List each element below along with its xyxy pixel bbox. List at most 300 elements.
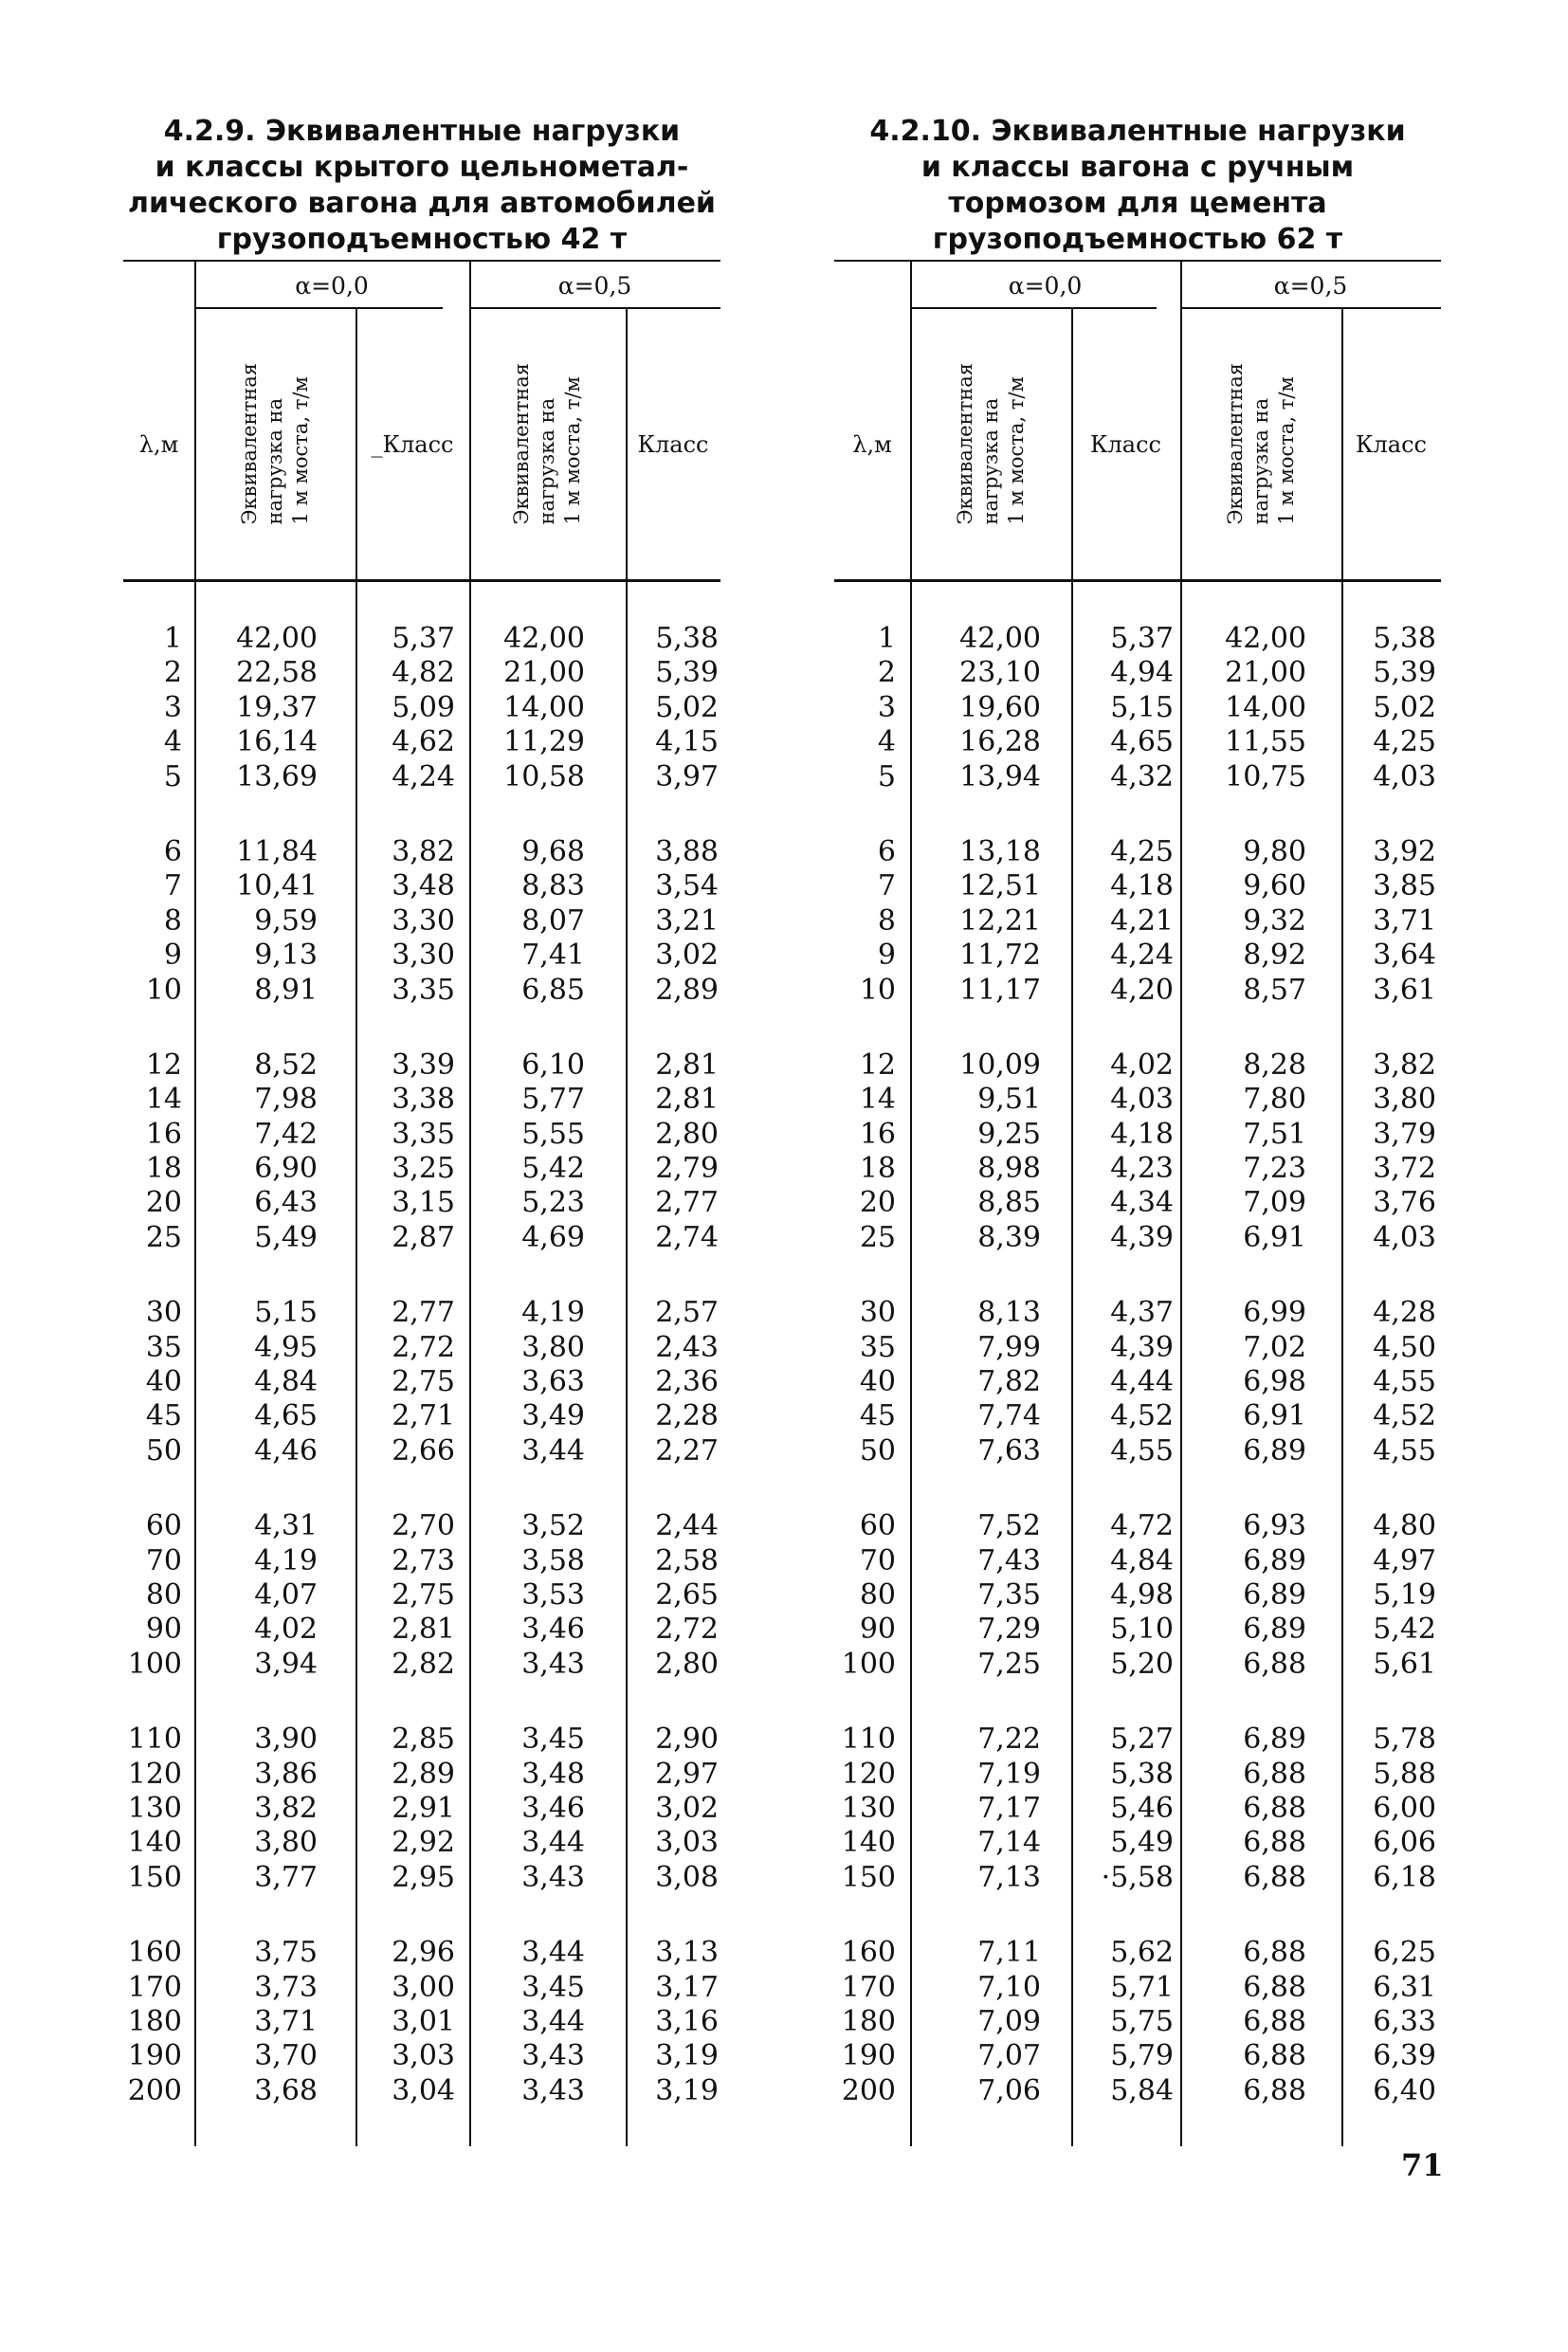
table-cell: 5,15 [1110,690,1174,724]
table-cell: 6,89 [1243,1543,1306,1577]
page-number: 71 [1401,2147,1444,2183]
table-cell: 3,38 [392,1083,455,1117]
table-cell: 4,02 [254,1613,318,1647]
table-cell: 2,97 [655,1757,719,1791]
table-cell: 5,42 [521,1152,585,1186]
table-cell: 3,80 [521,1330,585,1364]
header-line: Эквивалентная [237,363,261,525]
table-cell: 5 [877,759,896,793]
table-cell: 2 [877,656,896,690]
table-cell: 3,82 [1373,1048,1436,1082]
table-cell: 4,95 [254,1330,318,1364]
row-group [356,1723,455,1895]
table-cell: 4,84 [254,1365,318,1399]
table-cell: 13,18 [959,834,1041,868]
table-cell: 7,02 [1243,1330,1306,1364]
table-cell: 6,89 [1243,1433,1306,1468]
row-group [1180,1723,1306,1895]
table-cell: 14,00 [503,690,585,724]
alpha-0-header: α=0,0 [1008,272,1083,300]
table-cell: 70 [145,1543,182,1577]
class-header-a05: Класс [1355,430,1427,458]
class-a05-column [626,622,719,2149]
row-group [626,1048,719,1255]
table-cell: 6,90 [254,1152,318,1186]
table-cell: 5,37 [1110,622,1174,655]
table-cell: 5,38 [655,622,719,655]
header-line: 1 м моста, т/м [1004,376,1028,525]
table-cell: 4,31 [254,1509,318,1543]
table-cell: 8,85 [977,1186,1041,1220]
table-cell: 22,58 [236,656,318,690]
table-cell: 10,41 [236,869,318,903]
alpha-0-header: α=0,0 [295,272,369,300]
table-cell: 4 [163,725,182,759]
table-cell: 5,79 [1110,2039,1174,2073]
table-cell: 42,00 [503,622,585,655]
table-cell: 3,30 [392,939,455,973]
table-cell: 20 [145,1186,182,1220]
row-group [834,1509,896,1682]
table-cell: 3,97 [655,759,719,793]
table-cell: 10,09 [959,1048,1041,1082]
table-cell: 4,97 [1373,1543,1436,1577]
table-cell: 2,79 [655,1152,719,1186]
row-group [356,835,455,1008]
title-line: 4.2.9. Эквивалентные нагрузки [163,115,681,148]
table-cell: 170 [127,1970,182,2004]
row-group [834,1048,896,1255]
table-cell: 6,91 [1243,1399,1306,1433]
table-cell: 2,65 [655,1577,719,1612]
table-cell: 7,22 [977,1723,1041,1757]
table-cell: 3,44 [521,1936,585,1970]
table-cell: 2 [163,656,182,690]
load-a05-column [1180,622,1306,2149]
table-cell: 4,80 [1373,1509,1436,1543]
row-group [1341,1936,1436,2108]
table-cell: 3,52 [521,1509,585,1543]
table-cell: 90 [145,1613,182,1647]
class-header-a05: Класс [637,430,709,458]
row-group [910,1296,1041,1468]
table-cell: 4,82 [392,656,455,690]
row-group [1180,1048,1306,1255]
table-cell: 7,25 [977,1647,1041,1681]
table-cell: 12 [145,1048,182,1082]
table-cell: 9 [163,939,182,973]
table-cell: 4,25 [1373,725,1436,759]
table-cell: 5,49 [1110,1826,1174,1860]
table-cell: 5,20 [1110,1647,1174,1681]
table-cell: 9,59 [254,903,318,938]
table-cell: 4,28 [1373,1296,1436,1330]
table-cell: 11,55 [1225,725,1306,759]
table-cell: 2,73 [392,1543,455,1577]
table-cell: 2,77 [655,1186,719,1220]
row-group [194,1723,318,1895]
table-cell: 2,58 [655,1543,719,1577]
table-cell: 4,55 [1373,1365,1436,1399]
table-cell: 5,88 [1373,1757,1436,1791]
table-title [123,114,720,260]
table-cell: 4,72 [1110,1509,1174,1543]
row-group [469,1296,585,1468]
table-cell: 180 [841,2004,896,2038]
table-cell: 25 [859,1220,896,1254]
table-cell: 3,46 [521,1791,585,1825]
row-group [469,1048,585,1255]
row-group [356,1509,455,1682]
table-cell: 23,10 [959,656,1041,690]
row-group [123,1723,182,1895]
table-cell: 7,06 [977,2073,1041,2107]
table-cell: 2,57 [655,1296,719,1330]
table-cell: 4,25 [1110,834,1174,868]
table-cell: 7,35 [977,1577,1041,1612]
table-cell: 12 [859,1048,896,1082]
table-cell: 7,51 [1243,1117,1306,1151]
table-cell: 11,84 [236,834,318,868]
row-group [1180,1509,1306,1682]
table-4-2-9 [123,114,720,2146]
table-cell: 3,03 [392,2039,455,2073]
row-group [1341,1723,1436,1895]
table-cell: 21,00 [1225,656,1306,690]
table-cell: 3,82 [392,834,455,868]
table-cell: 5,09 [392,690,455,724]
table-cell: 6,89 [1243,1723,1306,1757]
table-cell: 90 [859,1613,896,1647]
table-cell: 4,19 [521,1296,585,1330]
row-group [194,1509,318,1682]
table-cell: 7,74 [977,1399,1041,1433]
table-cell: 5,39 [1373,656,1436,690]
table-cell: 3,54 [655,869,719,903]
table-cell: 4,03 [1373,759,1436,793]
lambda-header: λ,м [138,430,179,458]
row-group [123,1509,182,1682]
table-cell: 9,25 [977,1117,1041,1151]
table-cell: 16,14 [236,725,318,759]
table-cell: 35 [859,1330,896,1364]
table-cell: 3,03 [655,1826,719,1860]
title-line: 4.2.10. Эквивалентные нагрузки [869,115,1406,148]
table-cell: 7,98 [254,1083,318,1117]
header-line: 1 м моста, т/м [1274,376,1298,525]
row-group [356,1296,455,1468]
table-cell: 6,89 [1243,1577,1306,1612]
table-cell: 2,81 [655,1083,719,1117]
table-cell: 6,43 [254,1186,318,1220]
table-cell: 3,02 [655,1791,719,1825]
table-cell: 200 [127,2073,182,2107]
table-cell: 4,15 [655,725,719,759]
table-cell: 3,75 [254,1936,318,1970]
table-cell: 14,00 [1225,690,1306,724]
row-group [194,622,318,794]
row-group [123,1936,182,2108]
table-cell: 19,60 [959,690,1041,724]
table-cell: 3,48 [521,1757,585,1791]
row-group [1071,835,1174,1008]
table-cell: 6 [163,834,182,868]
table-cell: 3,43 [521,2039,585,2073]
table-cell: 3,61 [1373,973,1436,1007]
row-group [1180,1296,1306,1468]
header-line: 1 м моста, т/м [561,376,584,525]
row-group [194,835,318,1008]
table-cell: 7,09 [977,2004,1041,2038]
row-group [834,1723,896,1895]
table-cell: 3,71 [1373,903,1436,938]
row-group [626,1723,719,1895]
table-cell: 4,44 [1110,1365,1174,1399]
row-group [1341,1509,1436,1682]
table-cell: 42,00 [1225,622,1306,655]
table-cell: 8,28 [1243,1048,1306,1082]
table-cell: 2,85 [392,1723,455,1757]
table-cell: 5,84 [1110,2073,1174,2107]
table-cell: 3,82 [254,1791,318,1825]
table-cell: 4,03 [1373,1220,1436,1254]
header-line: нагрузка на [1249,398,1272,525]
table-cell: 25 [145,1220,182,1254]
table-cell: 4,02 [1110,1048,1174,1082]
table-cell: 130 [841,1791,896,1825]
table-cell: 8,98 [977,1152,1041,1186]
load-header-a05 [1180,309,1341,579]
table-cell: 9,68 [521,834,585,868]
table-cell: 140 [127,1826,182,1860]
table-cell: 2,43 [655,1330,719,1364]
table-cell: 110 [841,1723,896,1757]
table-cell: 2,91 [392,1791,455,1825]
table-cell: 6,88 [1243,1970,1306,2004]
table-cell: 2,44 [655,1509,719,1543]
table-cell: 45 [859,1399,896,1433]
row-group [194,1296,318,1468]
table-cell: 4,34 [1110,1186,1174,1220]
table-cell: 160 [127,1936,182,1970]
row-group [910,1723,1041,1895]
table-cell: 110 [127,1723,182,1757]
table-cell: 20 [859,1186,896,1220]
table-cell: 4,69 [521,1220,585,1254]
table-cell: 3,79 [1373,1117,1436,1151]
table-cell: 4,65 [254,1399,318,1433]
table-cell: 100 [127,1647,182,1681]
table-cell: 2,87 [392,1220,455,1254]
table-cell: 6,88 [1243,1860,1306,1894]
table-cell: 3,43 [521,1647,585,1681]
header-line: Эквивалентная [1223,363,1247,525]
row-group [1341,1048,1436,1255]
table-cell: 2,74 [655,1220,719,1254]
table-cell: 2,75 [392,1577,455,1612]
lambda-header: λ,м [852,430,892,458]
table-cell: 3 [163,690,182,724]
table-cell: 6,18 [1373,1860,1436,1894]
table-cell: 13,94 [959,759,1041,793]
table-cell: 2,28 [655,1399,719,1433]
row-group [834,835,896,1008]
table-cell: 6,88 [1243,1936,1306,1970]
table-header [834,260,1441,582]
table-cell: 6,99 [1243,1296,1306,1330]
table-cell: 16,28 [959,725,1041,759]
table-cell: 7,23 [1243,1152,1306,1186]
table-cell: 100 [841,1647,896,1681]
table-header [123,260,720,582]
table-cell: 80 [145,1577,182,1612]
table-cell: 9,13 [254,939,318,973]
table-cell: 3,44 [521,2004,585,2038]
table-cell: 2,81 [392,1613,455,1647]
table-cell: 12,51 [959,869,1041,903]
table-cell: 120 [841,1757,896,1791]
table-cell: 150 [841,1860,896,1894]
table-cell: 2,72 [392,1330,455,1364]
table-cell: 4,62 [392,725,455,759]
table-cell: 30 [145,1296,182,1330]
table-cell: 3,21 [655,903,719,938]
table-body [123,582,720,2146]
table-cell: 180 [127,2004,182,2038]
table-cell: 4,50 [1373,1330,1436,1364]
table-cell: 5,27 [1110,1723,1174,1757]
table-cell: 12,21 [959,903,1041,938]
table-cell: 4,55 [1110,1433,1174,1468]
table-cell: 5,39 [655,656,719,690]
row-group [194,1048,318,1255]
title-line: грузоподъемностью 42 т [216,223,628,256]
table-cell: 5 [163,759,182,793]
table-cell: 6,88 [1243,1757,1306,1791]
table-cell: 2,70 [392,1509,455,1543]
table-cell: 3,25 [392,1152,455,1186]
table-cell: 3,92 [1373,834,1436,868]
row-group [834,1296,896,1468]
table-cell: 200 [841,2073,896,2107]
row-group [1180,622,1306,794]
table-cell: 4,20 [1110,973,1174,1007]
table-cell: 16 [859,1117,896,1151]
table-cell: 8,57 [1243,973,1306,1007]
class-a05-column [1341,622,1436,2149]
table-cell: 4,07 [254,1577,318,1612]
table-cell: 5,02 [655,690,719,724]
table-cell: 4,94 [1110,656,1174,690]
table-cell: 7,42 [254,1117,318,1151]
load-a05-column [469,622,585,2149]
load-a0-column [194,622,318,2149]
row-group [356,1936,455,2108]
table-cell: 5,10 [1110,1613,1174,1647]
table-cell: 3,44 [521,1433,585,1468]
table-cell: 6,88 [1243,2039,1306,2073]
table-cell: 3 [877,690,896,724]
table-cell: 11,72 [959,939,1041,973]
table-cell: 4 [877,725,896,759]
table-cell: 50 [859,1433,896,1468]
table-title [834,114,1441,260]
table-cell: 9,60 [1243,869,1306,903]
table-cell: 2,27 [655,1433,719,1468]
table-cell: 4,03 [1110,1083,1174,1117]
table-cell: 3,94 [254,1647,318,1681]
table-cell: 3,16 [655,2004,719,2038]
table-cell: 4,37 [1110,1296,1174,1330]
table-cell: 5,75 [1110,2004,1174,2038]
load-a0-column [910,622,1041,2149]
table-cell: 3,48 [392,869,455,903]
table-cell: 5,61 [1373,1647,1436,1681]
row-group [626,835,719,1008]
lambda-column [834,622,896,2149]
table-cell: 5,62 [1110,1936,1174,1970]
row-group [1180,1936,1306,2108]
table-cell: 3,00 [392,1970,455,2004]
row-group [626,1936,719,2108]
table-cell: 6,88 [1243,1647,1306,1681]
table-cell: 3,85 [1373,869,1436,903]
table-cell: 9,51 [977,1083,1041,1117]
table-cell: 14 [145,1083,182,1117]
class-a0-column [356,622,455,2149]
table-cell: 3,88 [655,834,719,868]
table-cell: 3,43 [521,2073,585,2107]
table-cell: 9,32 [1243,903,1306,938]
row-group [834,622,896,794]
table-cell: 2,81 [655,1048,719,1082]
table-cell: 8,07 [521,903,585,938]
table-cell: 2,72 [655,1613,719,1647]
table-cell: 4,24 [392,759,455,793]
table-cell: 6,06 [1373,1826,1436,1860]
table-cell: 7,82 [977,1365,1041,1399]
table-cell: 6,88 [1243,1791,1306,1825]
table-cell: 2,89 [392,1757,455,1791]
header-line: нагрузка на [263,398,286,525]
table-cell: 60 [145,1509,182,1543]
table-cell: 3,76 [1373,1186,1436,1220]
table-cell: 11,17 [959,973,1041,1007]
lambda-column [123,622,182,2149]
table-cell: 7,14 [977,1826,1041,1860]
table-cell: 7,19 [977,1757,1041,1791]
table-cell: 4,65 [1110,725,1174,759]
table-cell: 7,29 [977,1613,1041,1647]
table-cell: 1 [163,622,182,655]
table-cell: 7,10 [977,1970,1041,2004]
row-group [469,622,585,794]
table-cell: 2,77 [392,1296,455,1330]
row-group [194,1936,318,2108]
table-cell: 3,30 [392,903,455,938]
table-cell: 5,15 [254,1296,318,1330]
table-cell: 9 [877,939,896,973]
table-cell: 35 [145,1330,182,1364]
table-cell: 6 [877,834,896,868]
row-group [123,622,182,794]
table-cell: 7 [877,869,896,903]
header-line: нагрузка на [978,398,1002,525]
table-cell: 3,80 [254,1826,318,1860]
row-group [123,1048,182,1255]
table-cell: 18 [145,1152,182,1186]
table-cell: 5,71 [1110,1970,1174,2004]
